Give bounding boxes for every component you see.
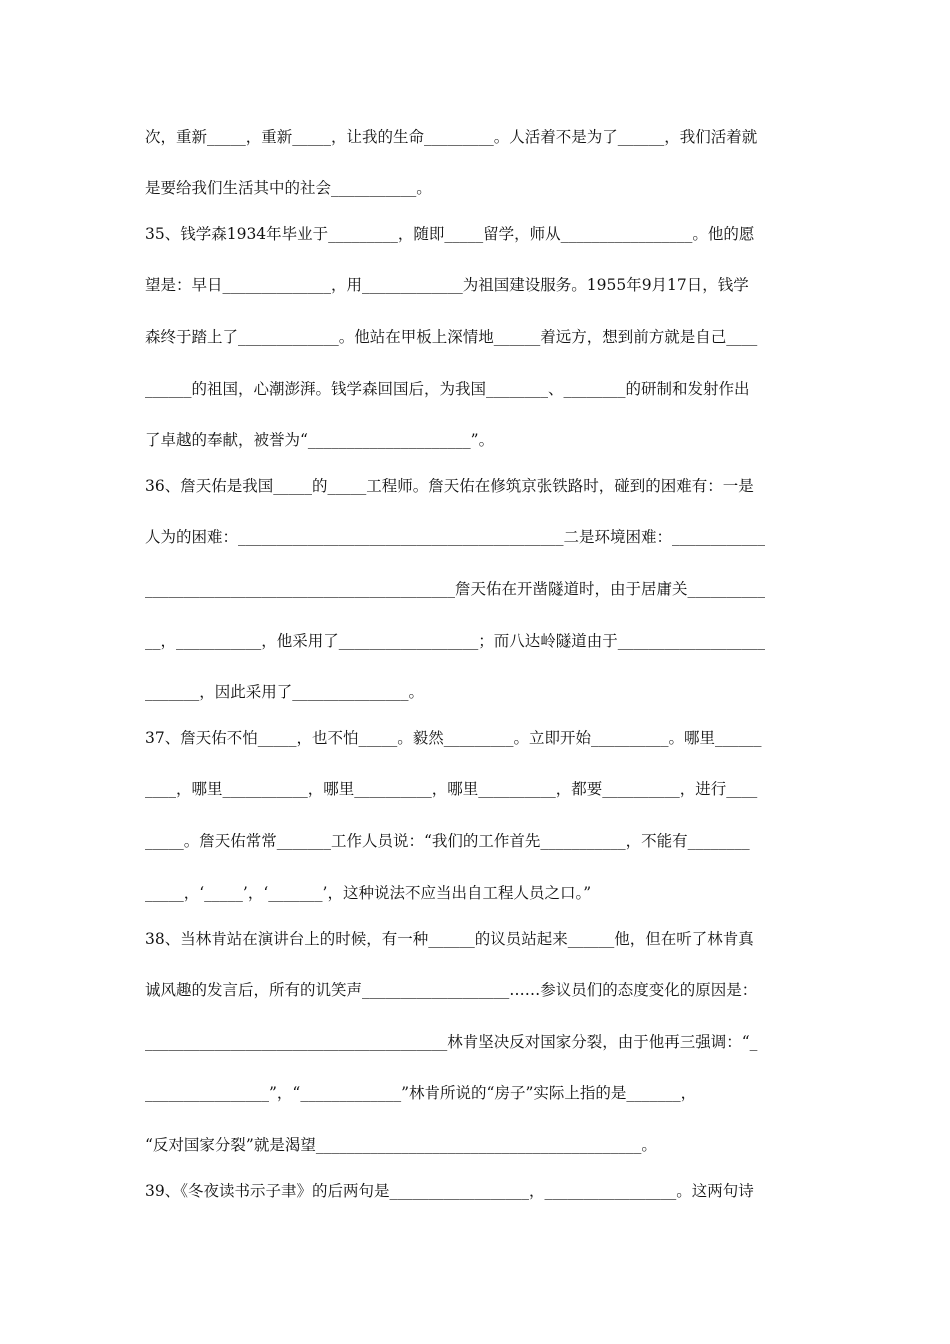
text-line: 望是：早日______________，用_____________为祖国建设服务。1955年9月17日，钱学: [145, 276, 749, 294]
text-line: 36、詹天佑是我国_____的_____工程师。詹天佑在修筑京张铁路时，碰到的困难有：一是: [145, 477, 754, 495]
text-line: 39、《冬夜读书示子聿》的后两句是__________________，_________________。这两句诗: [145, 1182, 754, 1200]
text-line: _______，因此采用了_______________。: [145, 683, 425, 701]
text-line: “反对国家分裂”就是渴望__________________________________________。: [145, 1136, 657, 1154]
text-line: 了卓越的奉献，被誉为“_____________________”。: [145, 431, 495, 449]
text-line: 37、詹天佑不怕_____，也不怕_____。毅然_________。立即开始__________。哪里______: [145, 729, 762, 747]
text-line: _____，‘_____’，‘_______’，这种说法不应当出自工程人员之口。”: [145, 884, 592, 902]
text-line: _____。詹天佑常常_______工作人员说：“我们的工作首先___________，不能有________: [145, 832, 750, 850]
text-line: 35、钱学森1934年毕业于_________，随即_____留学，师从_________________。他的愿: [145, 225, 755, 243]
text-line: __，___________，他采用了__________________；而八达岭隧道由于___________________: [145, 632, 766, 650]
text-line: 森终于踏上了_____________。他站在甲板上深情地______着远方，想到前方就是自己____: [145, 328, 758, 346]
text-line: ________________________________________詹天佑在开凿隧道时，由于居庸关__________: [145, 580, 766, 598]
text-line: ____，哪里___________，哪里__________，哪里__________，都要__________，进行____: [145, 780, 758, 798]
text-line: 是要给我们生活其中的社会___________。: [145, 179, 432, 197]
text-line: 次，重新_____，重新_____，让我的生命_________。人活着不是为了______，我们活着就: [145, 128, 758, 146]
text-line: 人为的困难：__________________________________________二是环境困难：____________: [145, 528, 766, 546]
text-line: ______的祖国，心潮澎湃。钱学森回国后，为我国________、________的研制和发射作出: [145, 380, 750, 398]
text-line: 38、当林肯站在演讲台上的时候，有一种______的议员站起来______他，但在听了林肯真: [145, 930, 754, 948]
text-line: ________________”，“_____________”林肯所说的“房子”实际上指的是_______，: [145, 1084, 697, 1102]
text-line: 诚风趣的发言后，所有的讥笑声___________________……参议员们的态度变化的原因是：: [145, 981, 758, 999]
text-line: _______________________________________林肯坚决反对国家分裂，由于他再三强调：“_: [145, 1033, 758, 1051]
